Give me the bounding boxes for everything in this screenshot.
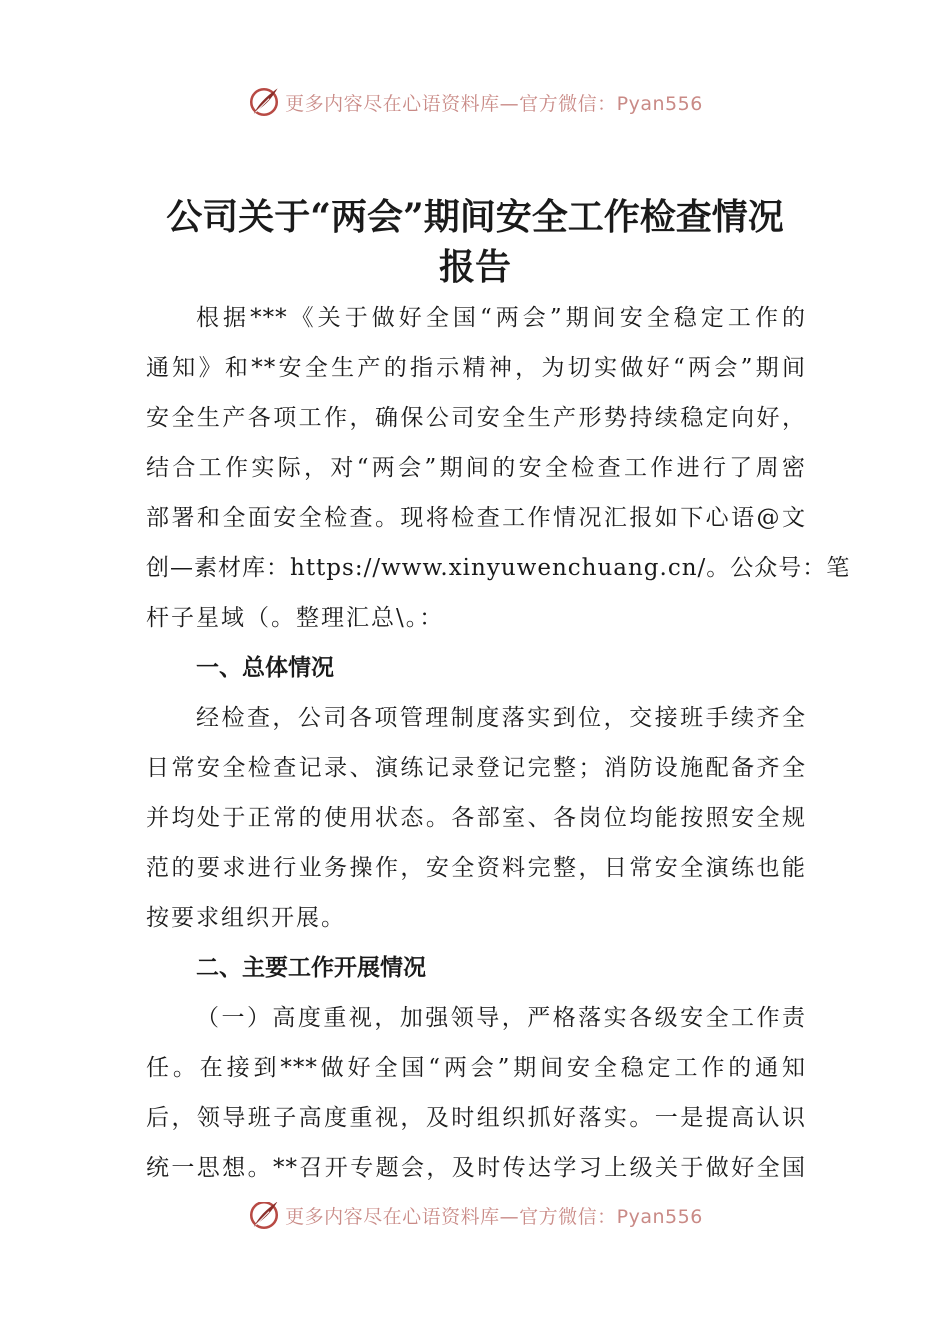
intro-line: 杆子星域（。整理汇总\。：: [146, 605, 445, 631]
section1-line: 经检查，公司各项管理制度落实到位，交接班手续齐全: [196, 705, 806, 731]
header-watermark: [0, 82, 950, 122]
section2-line: （一）高度重视，加强领导，严格落实各级安全工作责: [196, 1005, 806, 1031]
section-heading-main-work: 二、主要工作开展情况: [196, 955, 426, 981]
footer-watermark: [0, 1202, 950, 1236]
section2-line: 后，领导班子高度重视，及时组织抓好落实。一是提高认识: [146, 1105, 806, 1131]
section1-line: 日常安全检查记录、演练记录登记完整；消防设施配备齐全: [146, 755, 806, 781]
quill-pen-logo-icon: [247, 1202, 281, 1232]
intro-line: 结合工作实际，对“两会”期间的安全检查工作进行了周密: [146, 455, 806, 481]
quill-pen-logo-icon: [247, 85, 281, 119]
intro-line: 创—素材库：https://www.xinyuwenchuang.cn/。公众号：笔: [146, 555, 851, 581]
intro-line: 根据***《关于做好全国“两会”期间安全稳定工作的: [196, 305, 806, 331]
document-title-line-1: 公司关于“两会”期间安全工作检查情况: [166, 196, 784, 238]
intro-line: 部署和全面安全检查。现将检查工作情况汇报如下心语@文: [146, 505, 806, 531]
section-heading-overview: 一、总体情况: [196, 655, 334, 681]
document-title-line-2: 报告: [438, 246, 511, 288]
section2-line: 任。在接到***做好全国“两会”期间安全稳定工作的通知: [146, 1055, 806, 1081]
section2-line: 统一思想。**召开专题会，及时传达学习上级关于做好全国: [146, 1155, 806, 1181]
section1-line: 并均处于正常的使用状态。各部室、各岗位均能按照安全规: [146, 805, 806, 831]
section1-line: 按要求组织开展。: [146, 905, 346, 931]
watermark-text: 更多内容尽在心语资料库—官方微信：Pyan556: [285, 92, 703, 115]
intro-line: 通知》和**安全生产的指示精神，为切实做好“两会”期间: [146, 355, 806, 381]
watermark-text: 更多内容尽在心语资料库—官方微信：Pyan556: [285, 1205, 703, 1228]
section1-line: 范的要求进行业务操作，安全资料完整，日常安全演练也能: [146, 855, 806, 881]
intro-line: 安全生产各项工作，确保公司安全生产形势持续稳定向好，: [146, 405, 806, 431]
